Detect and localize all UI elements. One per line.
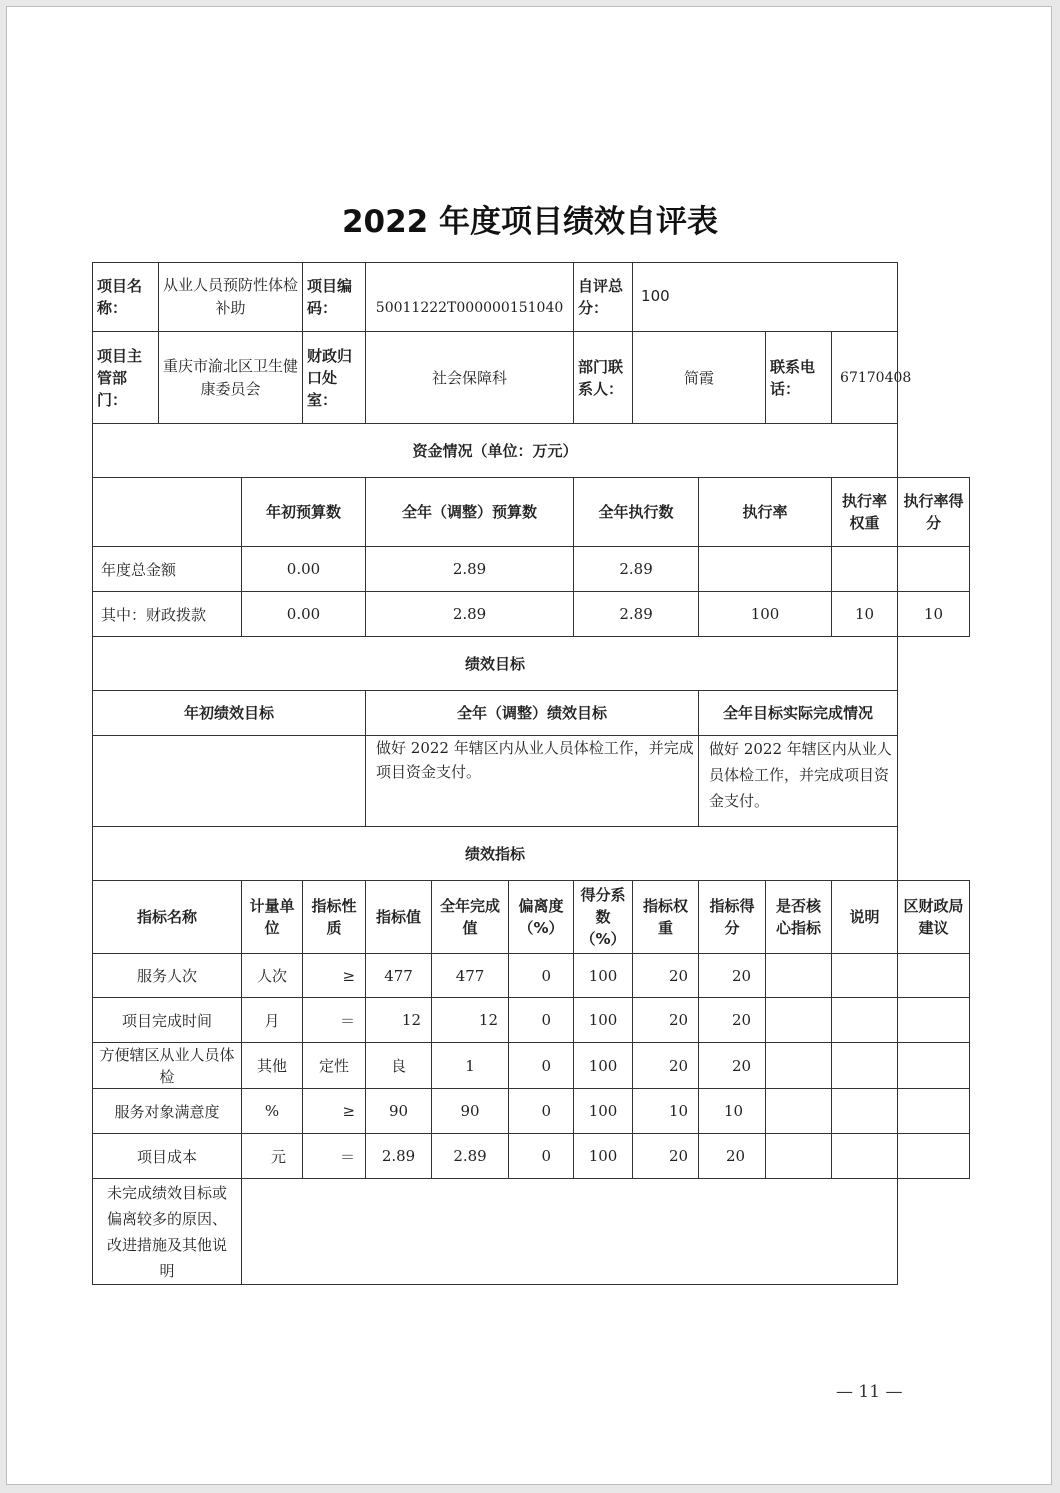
funds-row	[93, 592, 970, 637]
project-code-label: 项目编码：	[303, 263, 366, 332]
funds-row-weight	[832, 547, 898, 592]
ind-core	[766, 1089, 832, 1134]
ind-target: 477	[366, 954, 432, 998]
ind-unit: %	[242, 1089, 303, 1134]
ind-score: 20	[699, 1134, 766, 1179]
ind-target: 12	[366, 998, 432, 1043]
ind-target: 2.89	[366, 1134, 432, 1179]
ind-deviation: 0	[509, 1089, 574, 1134]
ind-note	[832, 1043, 898, 1089]
goals-section-row	[93, 637, 970, 691]
funds-section-row	[93, 424, 970, 478]
ind-name: 方便辖区从业人员体检	[93, 1043, 242, 1089]
ind-header-target: 指标值	[366, 881, 432, 954]
funds-row-score	[898, 547, 970, 592]
indicator-row	[93, 1089, 970, 1134]
ind-actual: 1	[432, 1043, 509, 1089]
ind-unit: 元	[242, 1134, 303, 1179]
ind-note	[832, 998, 898, 1043]
funds-row-weight: 10	[832, 592, 898, 637]
ind-actual: 90	[432, 1089, 509, 1134]
info-row-1	[93, 263, 970, 332]
ind-header-unit: 计量单位	[242, 881, 303, 954]
funds-row-initial: 0.00	[242, 547, 366, 592]
ind-weight: 20	[633, 998, 699, 1043]
ind-target: 90	[366, 1089, 432, 1134]
ind-weight: 20	[633, 1134, 699, 1179]
ind-name: 项目成本	[93, 1134, 242, 1179]
ind-name: 服务人次	[93, 954, 242, 998]
office-value: 社会保障科	[366, 332, 574, 424]
ind-advice	[898, 1134, 970, 1179]
contact-value: 简霞	[633, 332, 766, 424]
funds-header-weight: 执行率权重	[832, 478, 898, 547]
ind-weight: 20	[633, 1043, 699, 1089]
page-title: 2022 年度项目绩效自评表	[341, 204, 719, 240]
funds-header-score: 执行率得分	[898, 478, 970, 547]
ind-note	[832, 1089, 898, 1134]
ind-actual: 477	[432, 954, 509, 998]
ind-header-core: 是否核心指标	[766, 881, 832, 954]
remark-row	[93, 1179, 970, 1285]
ind-header-score: 指标得分	[699, 881, 766, 954]
ind-unit: 其他	[242, 1043, 303, 1089]
funds-row	[93, 547, 970, 592]
ind-nature: ≥	[303, 1089, 366, 1134]
remark-label: 未完成绩效目标或偏离较多的原因、改进措施及其他说明	[93, 1179, 242, 1285]
funds-header-initial: 年初预算数	[242, 478, 366, 547]
ind-header-nature: 指标性质	[303, 881, 366, 954]
ind-target: 良	[366, 1043, 432, 1089]
indicator-row	[93, 1043, 970, 1089]
page-number: — 11 —	[836, 1382, 903, 1402]
phone-label: 联系电话：	[766, 332, 832, 424]
dept-label: 项目主管部门：	[93, 332, 159, 424]
ind-nature: 定性	[303, 1043, 366, 1089]
goals-adjusted-text: 做好 2022 年辖区内从业人员体检工作，并完成项目资金支付。	[366, 736, 699, 827]
ind-advice	[898, 1089, 970, 1134]
phone-value: 67170408	[832, 332, 898, 424]
ind-score: 20	[699, 998, 766, 1043]
ind-coef: 100	[574, 954, 633, 998]
goals-content-row	[93, 736, 970, 827]
funds-row-rate: 100	[699, 592, 832, 637]
funds-row-adjusted: 2.89	[366, 592, 574, 637]
project-code-value: 50011222T000000151040	[366, 263, 574, 332]
info-row-2	[93, 332, 970, 424]
goals-actual-text: 做好 2022 年辖区内从业人员体检工作，并完成项目资金支付。	[699, 736, 898, 827]
ind-weight: 20	[633, 954, 699, 998]
ind-header-note: 说明	[832, 881, 898, 954]
ind-core	[766, 1134, 832, 1179]
ind-coef: 100	[574, 1043, 633, 1089]
ind-header-name: 指标名称	[93, 881, 242, 954]
ind-actual: 12	[432, 998, 509, 1043]
contact-label: 部门联系人：	[574, 332, 633, 424]
ind-note	[832, 954, 898, 998]
funds-header-executed: 全年执行数	[574, 478, 699, 547]
funds-row-name: 其中：财政拨款	[93, 592, 242, 637]
funds-row-score: 10	[898, 592, 970, 637]
ind-deviation: 0	[509, 954, 574, 998]
funds-row-initial: 0.00	[242, 592, 366, 637]
ind-score: 10	[699, 1089, 766, 1134]
ind-advice	[898, 954, 970, 998]
ind-nature: ≥	[303, 954, 366, 998]
funds-header-rate: 执行率	[699, 478, 832, 547]
ind-name: 项目完成时间	[93, 998, 242, 1043]
funds-header-blank	[93, 478, 242, 547]
ind-unit: 月	[242, 998, 303, 1043]
ind-advice	[898, 998, 970, 1043]
indicator-row	[93, 1134, 970, 1179]
ind-deviation: 0	[509, 1043, 574, 1089]
funds-row-executed: 2.89	[574, 547, 699, 592]
ind-coef: 100	[574, 1089, 633, 1134]
funds-row-executed: 2.89	[574, 592, 699, 637]
ind-advice	[898, 1043, 970, 1089]
dept-value: 重庆市渝北区卫生健康委员会	[159, 332, 303, 424]
indicators-section-row	[93, 827, 970, 881]
funds-header-adjusted: 全年（调整）预算数	[366, 478, 574, 547]
indicators-section-title: 绩效指标	[93, 827, 898, 881]
goals-header-row	[93, 691, 970, 736]
ind-score: 20	[699, 954, 766, 998]
ind-weight: 10	[633, 1089, 699, 1134]
self-score-value: 100	[633, 263, 898, 332]
funds-section-title: 资金情况（单位：万元）	[93, 424, 898, 478]
funds-row-adjusted: 2.89	[366, 547, 574, 592]
evaluation-table	[92, 262, 970, 1285]
ind-note	[832, 1134, 898, 1179]
ind-deviation: 0	[509, 998, 574, 1043]
goals-header-actual: 全年目标实际完成情况	[699, 691, 898, 736]
indicators-header-row	[93, 881, 970, 954]
indicator-row	[93, 954, 970, 998]
ind-core	[766, 998, 832, 1043]
project-name-value: 从业人员预防性体检补助	[159, 263, 303, 332]
funds-row-rate	[699, 547, 832, 592]
ind-header-coef: 得分系数（%）	[574, 881, 633, 954]
goals-header-adjusted: 全年（调整）绩效目标	[366, 691, 699, 736]
ind-unit: 人次	[242, 954, 303, 998]
self-score-label: 自评总分：	[574, 263, 633, 332]
goals-initial-text	[93, 736, 366, 827]
office-label: 财政归口处室：	[303, 332, 366, 424]
goals-section-title: 绩效目标	[93, 637, 898, 691]
ind-deviation: 0	[509, 1134, 574, 1179]
ind-core	[766, 1043, 832, 1089]
remark-value	[242, 1179, 898, 1285]
funds-row-name: 年度总金额	[93, 547, 242, 592]
project-name-label: 项目名称：	[93, 263, 159, 332]
ind-nature: ＝	[303, 998, 366, 1043]
ind-header-deviation: 偏离度（%）	[509, 881, 574, 954]
ind-nature: ＝	[303, 1134, 366, 1179]
ind-coef: 100	[574, 1134, 633, 1179]
ind-header-weight: 指标权重	[633, 881, 699, 954]
goals-header-initial: 年初绩效目标	[93, 691, 366, 736]
ind-actual: 2.89	[432, 1134, 509, 1179]
ind-header-advice: 区财政局建议	[898, 881, 970, 954]
ind-core	[766, 954, 832, 998]
ind-name: 服务对象满意度	[93, 1089, 242, 1134]
indicator-row	[93, 998, 970, 1043]
ind-score: 20	[699, 1043, 766, 1089]
ind-header-actual: 全年完成值	[432, 881, 509, 954]
funds-header-row	[93, 478, 970, 547]
ind-coef: 100	[574, 998, 633, 1043]
